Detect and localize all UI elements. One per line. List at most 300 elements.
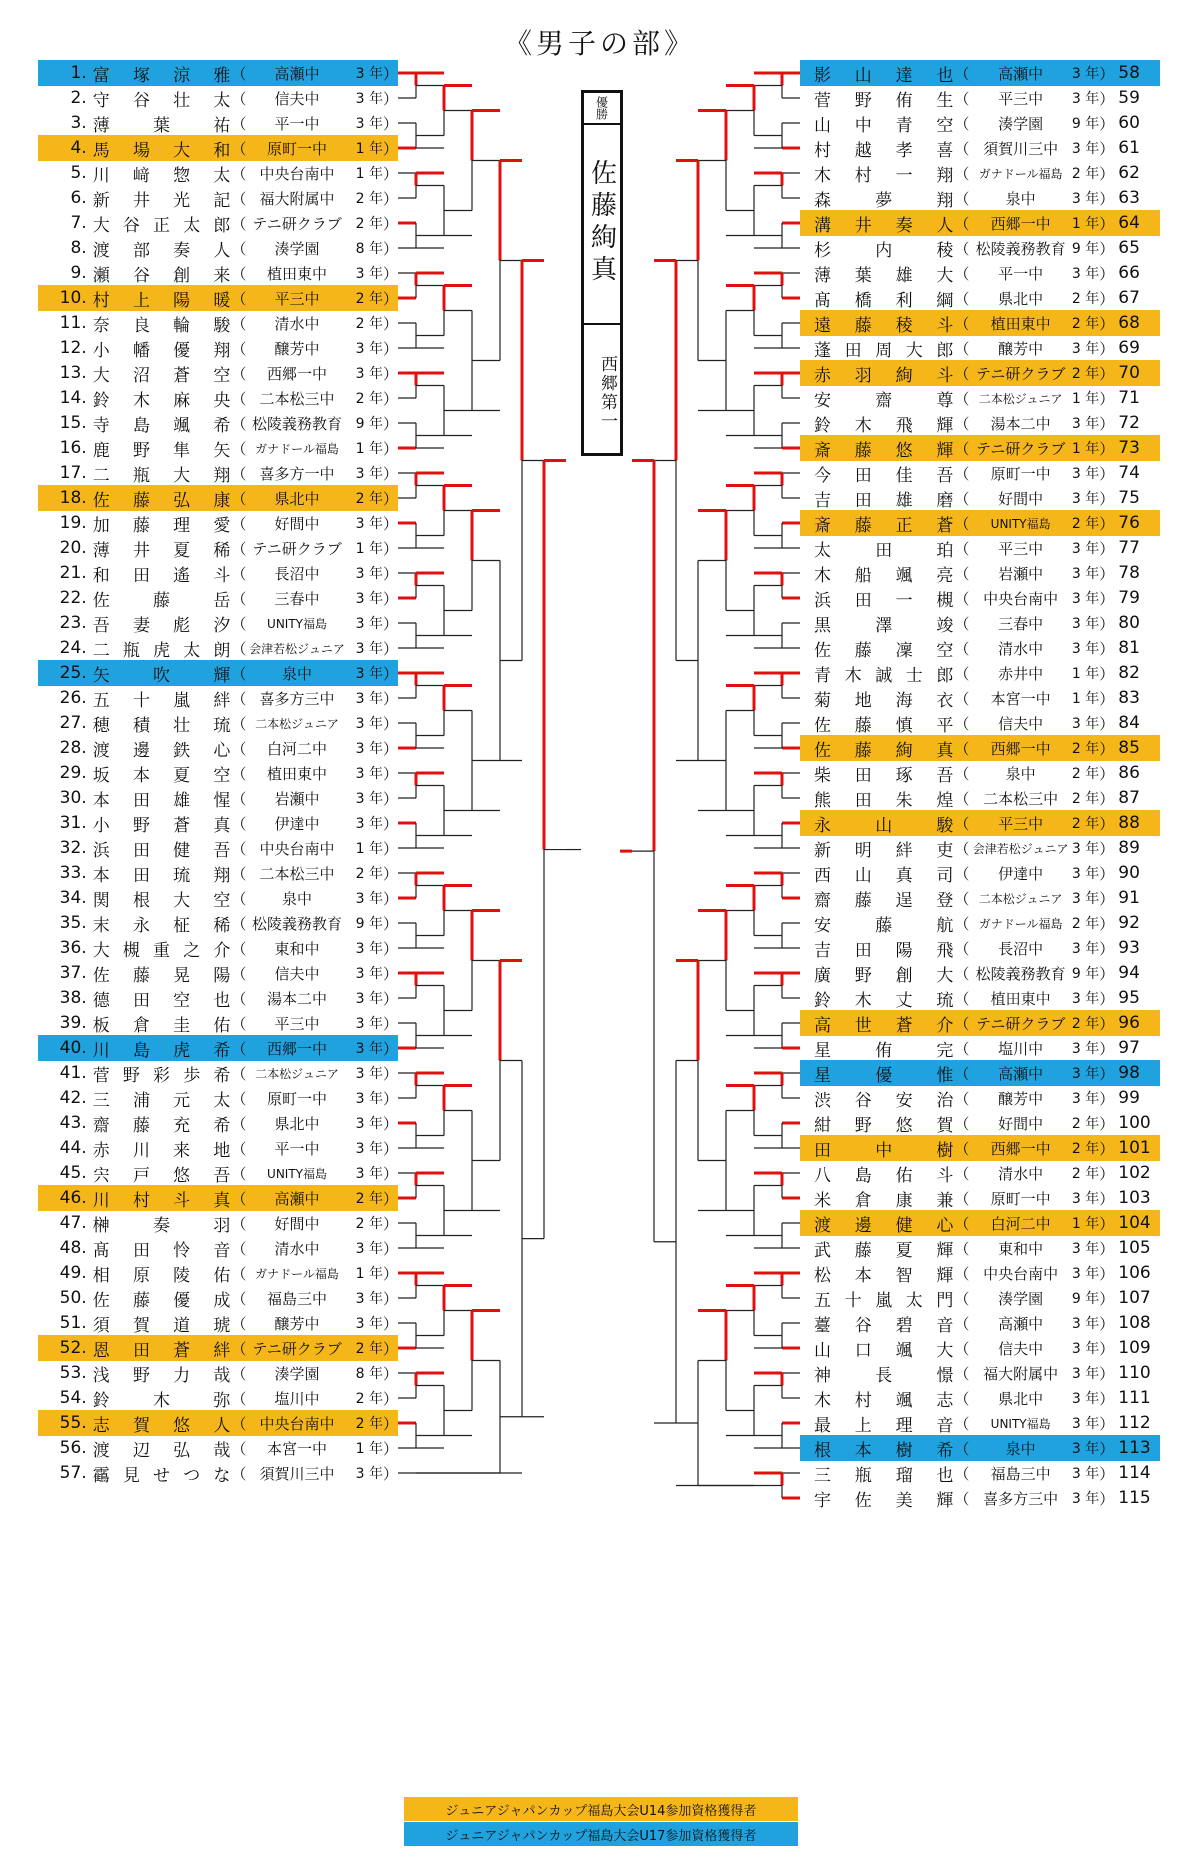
player-grade: 3 年	[355, 366, 383, 382]
player-grade: 3 年	[1071, 1416, 1100, 1432]
paren: ）	[1099, 939, 1115, 958]
player-school: 福島三中	[267, 1289, 328, 1308]
player-school: 平三中	[998, 539, 1044, 558]
player-grade: 3 年	[355, 1016, 383, 1032]
player-school: 原町一中	[267, 139, 328, 158]
player-number: 86	[1118, 763, 1140, 783]
player-number: 35.	[59, 913, 87, 933]
player-grade: 1 年	[355, 1441, 383, 1457]
player-school: テニ研クラブ	[252, 1339, 342, 1358]
player-grade: 1 年	[1071, 666, 1100, 682]
player-name: 斎藤悠輝	[814, 440, 955, 461]
player-number: 30.	[59, 788, 87, 808]
player-number: 85	[1118, 738, 1140, 758]
paren: ）	[382, 139, 398, 158]
paren: （	[954, 389, 970, 408]
player-number: 4.	[70, 138, 87, 158]
paren: （	[954, 964, 970, 983]
player-name: 八島佑斗	[814, 1165, 955, 1186]
paren: （	[954, 1064, 970, 1083]
player-name: 矢吹輝	[92, 665, 232, 686]
player-school: 松陵義務教育	[975, 964, 1066, 983]
player-name: 川﨑惣太	[92, 165, 232, 186]
paren: ）	[382, 164, 398, 183]
paren: （	[954, 1414, 970, 1433]
player-grade: 3 年	[355, 591, 383, 607]
player-school: UNITY福島	[990, 1416, 1051, 1431]
player-grade: 1 年	[1071, 691, 1100, 707]
player-number: 82	[1118, 663, 1140, 683]
player-grade: 3 年	[355, 341, 383, 357]
player-school: 醸芳中	[998, 1089, 1044, 1108]
player-school: 好間中	[274, 1214, 320, 1233]
paren: ）	[1099, 164, 1115, 183]
player-number: 39.	[59, 1013, 87, 1033]
player-grade: 9 年	[355, 916, 383, 932]
player-number: 72	[1118, 413, 1140, 433]
paren: ）	[1099, 539, 1115, 558]
paren: （	[954, 414, 970, 433]
player-school: 中央台南中	[259, 1414, 335, 1433]
player-number: 3.	[70, 113, 87, 133]
player-name: 薄井夏稀	[92, 540, 232, 561]
paren: ）	[1099, 739, 1115, 758]
player-school: 植田東中	[267, 764, 328, 783]
player-grade: 3 年	[1071, 641, 1100, 657]
player-school: 県北中	[274, 489, 320, 508]
paren: ）	[1099, 314, 1115, 333]
paren: （	[231, 764, 247, 783]
paren: （	[954, 739, 970, 758]
winner-label: 優勝	[584, 93, 620, 125]
player-school: 平一中	[274, 114, 320, 133]
player-name: 田中樹	[814, 1140, 955, 1161]
player-school: 長沼中	[998, 939, 1044, 958]
player-name: 瀬谷創来	[92, 265, 232, 286]
player-name: 恩田蒼絆	[92, 1340, 232, 1361]
paren: ）	[1099, 764, 1115, 783]
player-grade: 3 年	[355, 91, 383, 107]
paren: ）	[382, 889, 398, 908]
paren: （	[231, 339, 247, 358]
player-name: 渡部奏人	[92, 240, 232, 261]
page-title: 《男子の部》	[503, 27, 696, 60]
player-school: 好間中	[998, 1114, 1044, 1133]
player-name: 村越孝喜	[814, 140, 955, 161]
paren: （	[231, 689, 247, 708]
player-number: 43.	[59, 1113, 87, 1133]
player-number: 6.	[70, 188, 87, 208]
player-school: 須賀川三中	[983, 139, 1059, 158]
player-school: 二本松三中	[259, 864, 335, 883]
player-name: 川島虎希	[92, 1040, 232, 1061]
player-school: 高瀬中	[274, 1189, 320, 1208]
player-number: 107	[1118, 1288, 1151, 1308]
player-grade: 3 年	[1071, 591, 1100, 607]
player-name: 新井光記	[92, 190, 232, 211]
paren: ）	[382, 864, 398, 883]
player-number: 103	[1118, 1188, 1151, 1208]
paren: ）	[1099, 814, 1115, 833]
player-name: 菅野侑生	[814, 90, 955, 111]
player-name: 薄葉祐	[92, 115, 232, 136]
paren: ）	[1099, 639, 1115, 658]
player-number: 113	[1118, 1438, 1151, 1458]
player-school: 平三中	[274, 289, 320, 308]
player-grade: 3 年	[1071, 716, 1100, 732]
player-name: 佐藤晃陽	[92, 965, 232, 986]
player-school: 福大附属中	[259, 189, 335, 208]
player-name: 川村斗真	[92, 1190, 232, 1211]
winner-name: 佐藤絢真	[584, 123, 620, 325]
winner-school: 西郷第一	[597, 355, 617, 431]
player-school: UNITY福島	[267, 616, 327, 631]
paren: （	[954, 1489, 970, 1508]
paren: ）	[1099, 839, 1115, 858]
paren: ）	[1099, 664, 1115, 683]
paren: （	[954, 1314, 970, 1333]
player-name: 西山真司	[814, 865, 955, 886]
player-school: 県北中	[274, 1114, 320, 1133]
player-name: 薄葉雄大	[814, 265, 955, 286]
player-school: 県北中	[998, 289, 1044, 308]
paren: （	[954, 564, 970, 583]
player-grade: 2 年	[1071, 916, 1100, 932]
paren: ）	[382, 1089, 398, 1108]
player-school: 中央台南中	[259, 164, 335, 183]
paren: ）	[382, 1264, 398, 1283]
player-number: 58	[1118, 63, 1140, 83]
paren: ）	[1099, 1239, 1115, 1258]
player-school: 伊達中	[274, 814, 320, 833]
player-grade: 1 年	[1071, 216, 1100, 232]
player-name: 太田珀	[814, 540, 955, 561]
player-school: ガナドール福島	[255, 1266, 339, 1281]
player-school: 植田東中	[267, 264, 328, 283]
player-name: 靍見せつな	[92, 1465, 232, 1486]
paren: （	[954, 889, 970, 908]
player-number: 102	[1118, 1163, 1151, 1183]
player-number: 5.	[70, 163, 87, 183]
paren: ）	[1099, 889, 1115, 908]
player-name: 高世蒼介	[814, 1015, 955, 1036]
player-grade: 1 年	[355, 841, 383, 857]
player-number: 111	[1118, 1388, 1151, 1408]
paren: （	[231, 1464, 247, 1483]
player-school: 中央台南中	[259, 839, 335, 858]
paren: ）	[382, 764, 398, 783]
paren: （	[954, 864, 970, 883]
player-grade: 3 年	[1071, 1241, 1100, 1257]
player-name: 米倉康兼	[814, 1190, 955, 1211]
paren: （	[954, 1014, 970, 1033]
paren: （	[954, 139, 970, 158]
player-number: 59	[1118, 88, 1140, 108]
player-school: 二本松ジュニア	[978, 391, 1063, 406]
player-name: 山口颯大	[814, 1340, 955, 1361]
paren: ）	[382, 689, 398, 708]
player-grade: 9 年	[1071, 966, 1100, 982]
player-school: テニ研クラブ	[252, 214, 342, 233]
player-name: 柴田琢吾	[814, 765, 955, 786]
paren: ）	[382, 389, 398, 408]
paren: ）	[382, 589, 398, 608]
paren: ）	[382, 1339, 398, 1358]
player-grade: 2 年	[1071, 791, 1100, 807]
player-number: 96	[1118, 1013, 1140, 1033]
paren: （	[954, 439, 970, 458]
legend-u14: ジュニアジャパンカップ福島大会U14参加資格獲得者	[404, 1797, 798, 1821]
player-school: 原町一中	[267, 1089, 328, 1108]
paren: （	[231, 639, 247, 658]
player-school: 醸芳中	[998, 339, 1044, 358]
paren: （	[231, 139, 247, 158]
player-school: 信夫中	[274, 964, 320, 983]
player-grade: 3 年	[355, 1091, 383, 1107]
player-number: 8.	[70, 238, 87, 258]
player-name: 菊地海衣	[814, 690, 955, 711]
player-name: 今田佳吾	[814, 465, 955, 486]
paren: （	[231, 414, 247, 433]
player-school: 原町一中	[990, 1189, 1051, 1208]
player-grade: 3 年	[355, 1466, 383, 1482]
player-name: 木船颯亮	[814, 565, 955, 586]
player-name: 佐藤凜空	[814, 640, 955, 661]
paren: ）	[1099, 964, 1115, 983]
player-school: 湊学園	[998, 114, 1044, 133]
paren: （	[231, 64, 247, 83]
player-number: 88	[1118, 813, 1140, 833]
paren: ）	[1099, 64, 1115, 83]
player-school: 平一中	[998, 264, 1044, 283]
paren: ）	[1099, 414, 1115, 433]
player-number: 27.	[59, 713, 87, 733]
player-number: 74	[1118, 463, 1140, 483]
player-grade: 2 年	[355, 491, 383, 507]
player-grade: 3 年	[355, 466, 383, 482]
player-number: 33.	[59, 863, 87, 883]
player-school: 醸芳中	[274, 339, 320, 358]
player-name: 宍戸悠吾	[92, 1165, 232, 1186]
paren: ）	[382, 1389, 398, 1408]
player-grade: 2 年	[355, 1216, 383, 1232]
paren: ）	[1099, 439, 1115, 458]
player-grade: 2 年	[355, 316, 383, 332]
player-school: 須賀川三中	[259, 1464, 335, 1483]
player-school: 好間中	[274, 514, 320, 533]
player-number: 75	[1118, 488, 1140, 508]
player-name: 鈴木麻央	[92, 390, 232, 411]
player-grade: 9 年	[355, 416, 383, 432]
player-name: 薹谷碧音	[814, 1315, 955, 1336]
paren: （	[231, 1089, 247, 1108]
player-school: 清水中	[998, 1164, 1044, 1183]
paren: （	[954, 1189, 970, 1208]
player-grade: 3 年	[1071, 1091, 1100, 1107]
player-number: 87	[1118, 788, 1140, 808]
paren: （	[231, 1039, 247, 1058]
paren: ）	[382, 314, 398, 333]
paren: ）	[1099, 614, 1115, 633]
player-school: 高瀬中	[998, 1064, 1044, 1083]
player-school: UNITY福島	[990, 516, 1051, 531]
player-number: 25.	[59, 663, 87, 683]
player-school: 喜多方三中	[259, 689, 335, 708]
player-name: 黒澤竣	[814, 615, 955, 636]
paren: ）	[1099, 864, 1115, 883]
player-number: 2.	[70, 88, 87, 108]
paren: ）	[382, 1064, 398, 1083]
paren: （	[954, 1264, 970, 1283]
player-grade: 3 年	[1071, 1341, 1100, 1357]
player-name: 村上陽暖	[92, 290, 232, 311]
paren: （	[231, 114, 247, 133]
paren: ）	[1099, 364, 1115, 383]
paren: （	[954, 1214, 970, 1233]
player-number: 13.	[59, 363, 87, 383]
paren: ）	[382, 1239, 398, 1258]
paren: （	[231, 1364, 247, 1383]
paren: （	[954, 364, 970, 383]
player-grade: 3 年	[1071, 1441, 1100, 1457]
player-grade: 3 年	[1071, 491, 1100, 507]
player-school: ガナドール福島	[255, 441, 339, 456]
player-name: 星侑完	[814, 1040, 955, 1061]
player-school: 中央台南中	[983, 1264, 1059, 1283]
player-grade: 1 年	[355, 166, 383, 182]
player-name: 渡邊健心	[814, 1215, 955, 1236]
player-school: 西郷一中	[267, 364, 328, 383]
player-school: 岩瀬中	[274, 789, 320, 808]
player-number: 66	[1118, 263, 1140, 283]
player-name: 本田雄惺	[92, 790, 232, 811]
player-name: 安齋尊	[814, 390, 955, 411]
player-grade: 2 年	[355, 866, 383, 882]
player-number: 9.	[70, 263, 87, 283]
player-grade: 3 年	[1071, 1466, 1100, 1482]
player-school: 白河二中	[267, 739, 328, 758]
player-name: 三浦元太	[92, 1090, 232, 1111]
player-grade: 3 年	[355, 516, 383, 532]
paren: （	[954, 489, 970, 508]
player-school: 喜多方三中	[983, 1489, 1059, 1508]
player-name: 紺野悠賀	[814, 1115, 955, 1136]
player-grade: 3 年	[1071, 1266, 1100, 1282]
player-school: UNITY福島	[267, 1166, 327, 1181]
player-school: ガナドール福島	[978, 166, 1063, 181]
paren: （	[954, 539, 970, 558]
paren: ）	[382, 1139, 398, 1158]
player-number: 100	[1118, 1113, 1151, 1133]
paren: （	[231, 964, 247, 983]
player-grade: 3 年	[1071, 1191, 1100, 1207]
paren: （	[954, 264, 970, 283]
player-school: 本宮一中	[990, 689, 1051, 708]
player-number: 81	[1118, 638, 1140, 658]
paren: （	[954, 914, 970, 933]
player-school: 西郷一中	[990, 739, 1051, 758]
player-school: 長沼中	[274, 564, 320, 583]
player-number: 24.	[59, 638, 87, 658]
paren: ）	[1099, 589, 1115, 608]
player-name: 鈴木飛輝	[814, 415, 955, 436]
player-name: 五十嵐太門	[814, 1290, 955, 1311]
paren: ）	[1099, 1014, 1115, 1033]
player-grade: 2 年	[1071, 766, 1100, 782]
paren: ）	[1099, 89, 1115, 108]
player-school: 二本松ジュニア	[255, 1066, 339, 1081]
paren: （	[231, 1339, 247, 1358]
player-school: 喜多方一中	[259, 464, 335, 483]
paren: ）	[1099, 1189, 1115, 1208]
player-grade: 3 年	[1071, 566, 1100, 582]
player-school: 東和中	[998, 1239, 1044, 1258]
player-number: 57.	[59, 1463, 87, 1483]
player-name: 新明絆吏	[814, 840, 955, 861]
player-grade: 3 年	[1071, 1316, 1100, 1332]
paren: （	[954, 164, 970, 183]
player-name: 馬場大和	[92, 140, 232, 161]
player-grade: 3 年	[355, 966, 383, 982]
player-number: 71	[1118, 388, 1140, 408]
player-school: 福大附属中	[983, 1364, 1059, 1383]
player-number: 37.	[59, 963, 87, 983]
player-grade: 2 年	[1071, 316, 1100, 332]
player-school: 西郷一中	[990, 214, 1051, 233]
paren: ）	[382, 89, 398, 108]
paren: （	[954, 839, 970, 858]
paren: ）	[382, 364, 398, 383]
player-name: 吾妻彪汐	[92, 615, 232, 636]
paren: （	[231, 564, 247, 583]
player-number: 41.	[59, 1063, 87, 1083]
player-name: 須賀道琥	[92, 1315, 232, 1336]
player-school: 松陵義務教育	[252, 414, 343, 433]
paren: （	[231, 664, 247, 683]
player-number: 80	[1118, 613, 1140, 633]
player-grade: 1 年	[355, 1266, 383, 1282]
player-number: 79	[1118, 588, 1140, 608]
player-name: 浅野力哉	[92, 1365, 232, 1386]
paren: ）	[1099, 1164, 1115, 1183]
player-name: 小野蒼真	[92, 815, 232, 836]
paren: ）	[382, 1364, 398, 1383]
paren: （	[231, 289, 247, 308]
paren: ）	[382, 1464, 398, 1483]
player-number: 23.	[59, 613, 87, 633]
player-school: 三春中	[998, 614, 1044, 633]
paren: ）	[1099, 339, 1115, 358]
paren: （	[954, 1364, 970, 1383]
player-name: 佐藤弘康	[92, 490, 232, 511]
paren: （	[954, 89, 970, 108]
player-school: 二本松ジュニア	[978, 891, 1063, 906]
paren: ）	[382, 1289, 398, 1308]
player-number: 109	[1118, 1338, 1151, 1358]
player-grade: 3 年	[355, 991, 383, 1007]
player-school: 松陵義務教育	[975, 239, 1066, 258]
paren: ）	[382, 414, 398, 433]
player-name: 影山達也	[814, 65, 955, 86]
player-grade: 2 年	[355, 1416, 383, 1432]
player-grade: 3 年	[355, 1066, 383, 1082]
paren: ）	[1099, 1389, 1115, 1408]
paren: （	[231, 714, 247, 733]
player-name: 熊田朱煌	[814, 790, 955, 811]
player-number: 52.	[59, 1338, 87, 1358]
player-number: 93	[1118, 938, 1140, 958]
player-name: 杉内稜	[814, 240, 955, 261]
